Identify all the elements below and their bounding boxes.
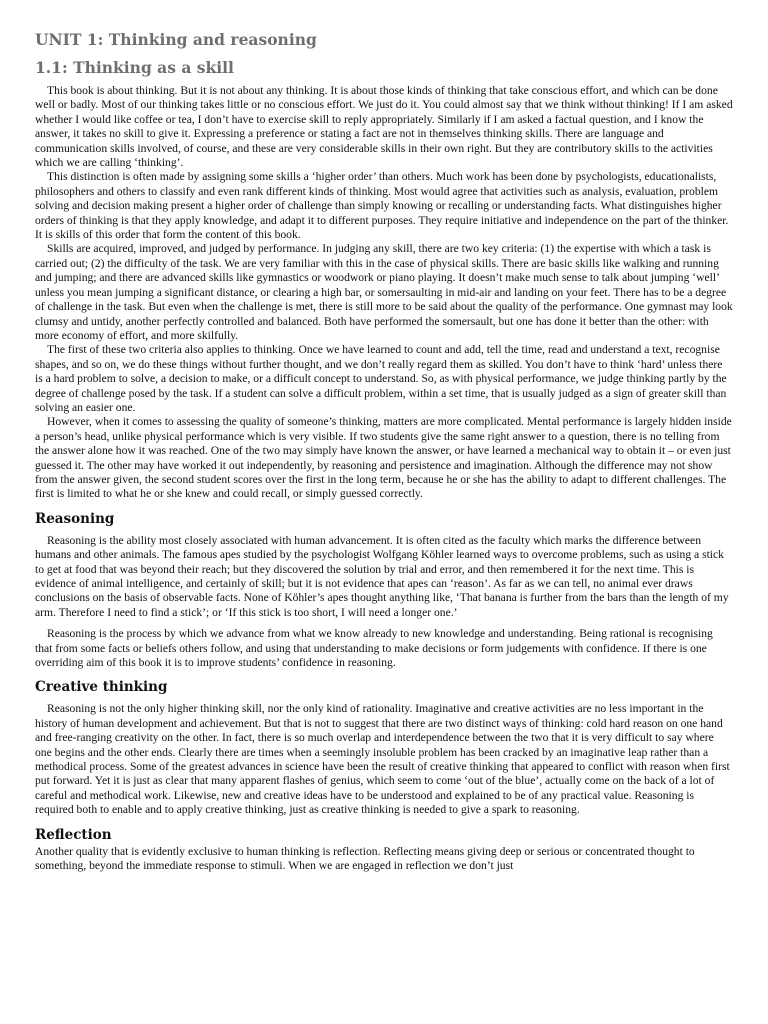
reasoning-heading: Reasoning: [35, 510, 115, 527]
reflection-paragraph: Another quality that is evidently exclusive to human thinking is reflection. Reflecting means giving deep or serious or concentrated thought to something, beyond the immediate response to stimuli. When we are engaged in reflection we don’t just: [35, 844, 695, 873]
creative-thinking-heading: Creative thinking: [35, 679, 168, 696]
document-page: [35, 30, 733, 874]
intro-paragraph: This distinction is often made by assigning some skills a ‘higher order’ than others. Much work has been done by psychologists, educationalists, philosophers and others to classify and even rank different kinds of thinking. Most would agree that activities such as analysis, evaluation, problem solving and decision making present a higher order of challenge than simply knowing or recalling or understanding facts. What distinguishes higher orders of thinking is that they apply knowledge, and adapt it to different purposes. They require initiative and independence on the part of the thinker. It is skills of this order that form the content of this book.: [35, 170, 729, 242]
intro-paragraph: However, when it comes to assessing the quality of someone’s thinking, matters are more complicated. Mental performance is largely hidden inside a person’s head, unlike physical performance which is very visible. If two students give the same right answer to a question, there is no telling from the answer alone how it was reached. One of the two may simply have known the answer, or have learned a mechanical way to obtain it – or even just guessed it. The other may have worked it out independently, by reasoning and persistence and imagination. Although the difference may not show from the answer given, the second student scores over the first in the long term, because he or she has the ability to adapt to different challenges. The first is limited to what he or she knew and could recall, or simply guessed correctly.: [35, 415, 732, 501]
creative-thinking-paragraph: Reasoning is not the only higher thinking skill, nor the only kind of rationality. Imaginative and creative activities are no less important in the history of human development and achievement. But that is not to suggest that there are two distinct ways of thinking: cold hard reason on one hand and free-ranging creativity on the other. In fact, there is so much overlap and interdependence between the two that it is very difficult to say where one begins and the other ends. Clearly there are times when a seemingly insoluble problem has been cracked by an imaginative leap rather than a methodical process. Some of the greatest advances in science have been the result of creative thinking that appeared to conflict with reason when first put forward. Yet it is just as clear that many apparent flashes of genius, which seem to come ‘out of the blue’, actually come on the back of a lot of careful and methodical work. Likewise, new and creative ideas have to be understood and explained to be of any practical value. Reasoning is required both to enable and to apply creative thinking, just as creative thinking is needed to give a spark to reasoning.: [35, 702, 730, 817]
intro-paragraph: This book is about thinking. But it is not about any thinking. It is about those kinds of thinking that take conscious effort, and which can be done well or badly. Most of our thinking takes little or no conscious effort. We just do it. You could almost say that we think without thinking! If I am asked whether I would like coffee or tea, I don’t have to exercise skill to reply appropriately. Similarly if I am asked a factual question, and I know the answer, it takes no skill to give it. Expressing a preference or stating a fact are not in themselves thinking skills. There are language and communication skills involved, of course, and these are very considerable skills in their own right. But they are contributory skills to the activities which we are calling ‘thinking’.: [35, 84, 733, 170]
reasoning-section: [35, 510, 733, 671]
unit-title: UNIT 1: Thinking and reasoning: [35, 30, 317, 49]
creative-thinking-section: [35, 678, 733, 817]
section-title: 1.1: Thinking as a skill: [35, 58, 234, 77]
reasoning-paragraph: Reasoning is the ability most closely associated with human advancement. It is often cited as the faculty which marks the difference between humans and other animals. The famous apes studied by the psychologist Wolfgang Köhler learned ways to overcome problems, such as using a stick to get at food that was beyond their reach; but they discovered the solution by trial and error, and then remembered it for the next time. This is evidence of animal intelligence, and certainly of skill; but it is not evidence that apes can ‘reason’. As far as we can tell, no animal ever draws conclusions on the basis of observable facts. None of Köhler’s apes thought anything like, ‘That banana is further from the bars than the length of my arm. Therefore I need to find a stick’; or ‘If this stick is too short, I will need a longer one.’: [35, 533, 729, 619]
reflection-heading: Reflection: [35, 826, 112, 843]
reflection-section: [35, 826, 733, 874]
intro-paragraph: The first of these two criteria also applies to thinking. Once we have learned to count and add, tell the time, read and understand a text, recognise shapes, and so on, we do these things without further thought, and we don’t really regard them as skilled. You don’t have to think ‘hard’ unless there is a hard problem to solve, a decision to make, or a difficult concept to understand. So, as with physical performance, we judge thinking partly by the degree of challenge posed by the task. If a student can solve a difficult problem, within a set time, that is usually judged as a sign of greater skill than solving an easier one.: [35, 343, 727, 414]
reasoning-paragraph: Reasoning is the process by which we advance from what we know already to new knowledge and understanding. Being rational is recognising that from some facts or beliefs others follow, and using that understanding to make decisions or form judgements with confidence. If there is one overriding aim of this book it is to improve students’ confidence in reasoning.: [35, 627, 713, 670]
intro-paragraph: Skills are acquired, improved, and judged by performance. In judging any skill, there are two key criteria: (1) the expertise with which a task is carried out; (2) the difficulty of the task. We are very familiar with this in the case of physical skills. There are basic skills like walking and running and jumping; and there are advanced skills like gymnastics or woodwork or piano playing. It doesn’t make much sense to talk about jumping ‘well’ unless you mean jumping a significant distance, or clearing a high bar, or somersaulting in mid-air and landing on your feet. There has to be a degree of challenge in the task. But even when the challenge is met, there is still more to be said about the quality of the performance. One gymnast may look clumsy and untidy, another perfectly controlled and balanced. Both have performed the somersault, but one has done it better than the other: with more economy of effort, and more skilfully.: [35, 242, 733, 342]
intro-section: [35, 84, 733, 502]
